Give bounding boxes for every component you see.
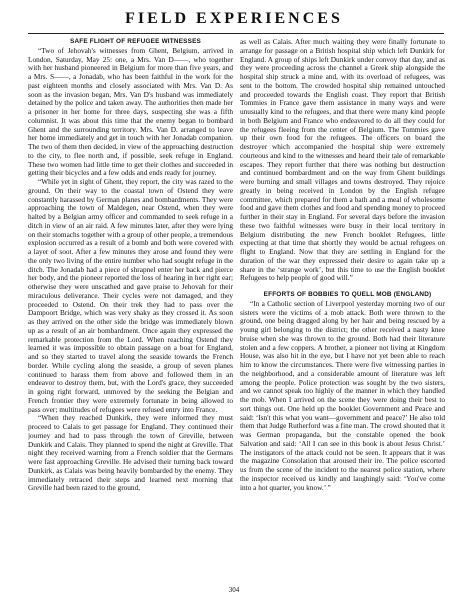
paragraph: “While yet in sight of Ghent, they report, the city was razed to the ground. On their way to the coastal town of Ostend they were constantly harassed by German planes and bombardments. They were approaching the town of Maldegen, near Ostend, when they were halted by a Belgian army officer and commanded to seek refuge in a ditch in view of an air raid. A few minutes later, after they were lying on their stomachs together with a group of other people, a tremendous explosion occurred as a result of a bomb and both were covered with a layer of soot. After a few minutes they arose and found they were the only two living of the entire number who had sought refuge in the ditch. The Jonadab had a piece of shrapnel enter her back and pierce her body, and the pioneer reported the loss of hearing in her right ear; otherwise they were unscathed and gave praise to Jehovah for their miraculous deliverance. Their cycles were not damaged, and they proceeded to Ostend. On their trek they had to pass over the Dampoort Bridge, which was very shaky as they crossed it. As soon as they arrived on the other side the bridge was immediately blown up as a result of an air bombardment. Once again they expressed the remarkable protection from the Lord. When reaching Ostend they learned it was impossible to obtain passage on a boat for England, and so they started to travel along the seaside towards the French border. While cycling along the seaside, a group of seven planes continued to harass them from above and followed them in an endeavor to destroy them, but, with the Lord's grace, they succeeded in going right forward, unmoved by the seeking the Belgian and French frontier they were extremely fortunate in being allowed to pass over; multitudes of refugees were refused entry into France. <box>28 177 233 414</box>
paragraph: as well as Calais. After much waiting they were finally fortunate to arrange for passage on a British hospital ship which left Dunkirk for England. A group of ships left Dunkirk under convoy that day, and as they were proceeding across the channel a Greek ship alongside the hospital ship struck a mine and, with its overload of refugees, was sent to the bottom. The crowded hospital ship remained untouched and proceeded towards the English coast. They report that British Tommies in France gave them assistance in many ways and were unusually kind to the refugees, and that there were many kind people in both Belgium and France who endeavored to do all they could for the refugees fleeing from the center of Belgium. The Tommies gave up their own food for the refugees. The officers on board the destroyer which accompanied the hospital ship were extremely courteous and kind to the witnesses and heard their tale of remarkable escapes. They report further that there was nothing but destruction and continued bombardment and on the way from Ghent buildings were burning and small villages and towns destroyed. They rejoice greatly in being received in London by the English refugee committee, which prepared for them a bath and a meal of wholesome food and gave them clothes and food and spending money to proceed further in their stay in England. For several days before the invasion these two faithful witnesses were busy in their local territory in Belgium distributing the new French booklet Refugees, little expecting at that time that shortly they would be actual refugees on flight to England. Now that they are settling in England for the duration of the war they expressed their desire to again take up a share in the ‘strange work’, but this time to use the English booklet Refugees to help people of good will.” <box>240 38 445 283</box>
right-column <box>240 38 445 583</box>
section-heading-refugee-witnesses: SAFE FLIGHT OF REFUGEE WITNESSES <box>69 38 202 45</box>
section-heading-bobbies-mob: EFFORTS OF BOBBIES TO QUELL MOB (ENGLAND) <box>263 291 432 298</box>
paragraph: “When they reached Dunkirk, they were informed they must proceed to Calais to get passage for England. They continued their journey and had to pass through the town of Greville, between Dunkirk and Calais. They planned to spend the night at Greville. That night they received warning from a French soldier that the Germans were fast approaching Greville. He advised their turning back toward Dunkirk, as Calais was being heavily bombarded by the enemy. They immediately retraced their steps and learned next morning that Greville had been razed to the ground, <box>28 413 233 493</box>
header-rule <box>28 33 444 34</box>
page-number: 304 <box>228 586 240 594</box>
left-column <box>28 38 233 583</box>
paragraph: “Two of Jehovah's witnesses from Ghent, Belgium, arrived in London, Saturday, May 25: one, a Mrs. Van D——, who together with her husband pioneered in Belgium for more than five years, and a Mrs. S——, a Jonadab, who has been faithful in the work for the past eighteen months and closely associated with Mrs. Van D. As soon as the invasion began, Mrs. Van D's husband was immediately detained by the police and taken away. The authorities then made her a prisoner in her home for three days, suspecting she was a fifth columnist. It was about this time that the enemy began to bombard Ghent and the surrounding territory. Mrs. Van D. arranged to leave her home immediately and get in touch with her Jonadab companion. The two of them then decided, in view of the approaching destruction to the city, to flee north and, if possible, seek refuge in England. These two women had little time to get their clothes and succeeded in getting their bicycles and a few odds and ends ready for journey. <box>28 45 233 178</box>
section-spacer <box>240 283 445 291</box>
page-title: FIELD EXPERIENCES <box>125 10 343 27</box>
paragraph: “In a Catholic section of Liverpool yesterday morning two of our sisters were the victims of a mob attack. Both were thrown to the ground, one being dragged along by her hair and being rescued by a young girl belonging to the district; the other received a nasty knee bruise when she was thrown to the ground. Both had their literature stolen and a few coppers. A brother, a pioneer not living at Kingdom House, was also hit in the eye, but I have not yet been able to reach him to know the circumstances. There were five witnessing parties in the neighborhood, and a considerable amount of literature was left among the people. Police protection was sought by the two sisters, and we cannot speak too highly of the manner in which they handled the mob. When I arrived on the scene they were doing their best to sort things out. One held up the booklet Government and Peace and said: ‘Isn't this what you want—government and peace?’ He also told them that Judge Rutherford was a fine man. The crowd shouted that it was German propaganda, but the constable opened the book Salvation and said: ‘All I can see in this book is about Jesus Christ.’ The instigators of the attack could not be seen. It appears that it was the magazine Consolation that aroused their ire. The police escorted us from the scene of the incident to the nearest police station, where the inspector received us kindly and laughingly said: ‘You've come into a hot quarter, you know.’ ” <box>240 298 445 492</box>
